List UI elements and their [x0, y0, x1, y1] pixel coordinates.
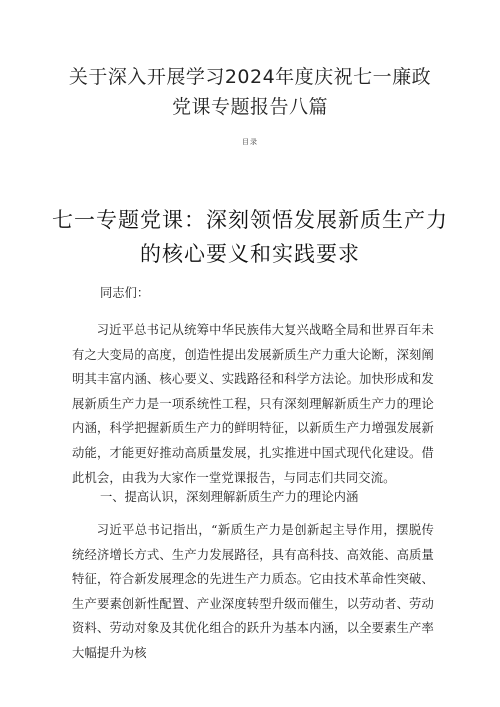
document-title-line-2: 党课专题报告八篇 — [171, 96, 328, 118]
section-title-line-2: 的核心要义和实践要求 — [140, 242, 360, 266]
greeting: 同志们： — [100, 286, 150, 300]
document-title-line-1: 关于深入开展学习2024年度庆祝七一廉政 — [68, 66, 432, 88]
body-paragraph-2: 习近平总书记指出，“新质生产力是创新起主导作用，摆脱传统经济增长方式、生产力发展路径，具有高科技、高效能、高质量特征，符合新发展理念的先进生产力质态。它由技术革命性突破、生产要素创新性配置、产业深度转型升级而催生，以劳动者、劳动资料、劳动对象及其优化组合的跃升为基本内涵，以全要素生产率大幅提升为核 — [72, 523, 434, 660]
section-title-line-1: 七一专题党课：深刻领悟发展新质生产力 — [52, 208, 448, 232]
subheading-1: 一、提高认识，深刻理解新质生产力的理论内涵 — [100, 490, 359, 504]
table-of-contents-label: 目录 — [242, 138, 258, 146]
body-paragraph-1: 习近平总书记从统筹中华民族伟大复兴战略全局和世界百年未有之大变局的高度，创造性提出发展新质生产力重大论断，深刻阐明其丰富内涵、核心要义、实践路径和科学方法论。加快形成和发展新质生产力是一项系统性工程，只有深刻理解新质生产力的理论内涵，科学把握新质生产力的鲜明特征，以新质生产力增强发展新动能，才能更好推动高质量发展，扎实推进中国式现代化建设。借此机会，由我为大家作一堂党课报告，与同志们共同交流。 — [72, 323, 434, 485]
